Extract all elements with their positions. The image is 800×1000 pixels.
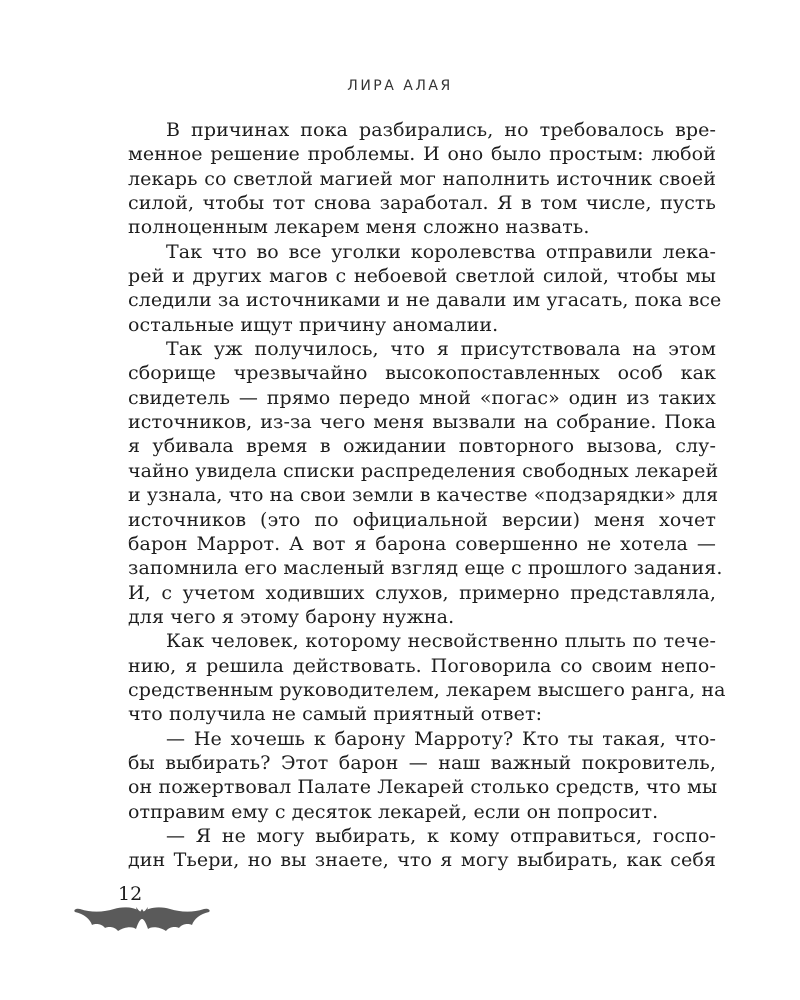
text-line: И, с учетом ходивших слухов, примерно представляла, [128, 581, 716, 604]
text-line: лекарь со светлой магией мог наполнить источник своей [128, 167, 716, 190]
text-line: источников (это по официальной версии) меня хочет [128, 508, 716, 531]
text-line: барон Маррот. А вот я барона совершенно не хотела — [128, 532, 716, 555]
body-text [128, 118, 726, 873]
text-line: запомнила его масленый взгляд еще с прошлого задания. [128, 557, 723, 580]
page-number: 12 [118, 883, 143, 905]
text-line: свидетель — прямо передо мной «погас» один из таких [128, 386, 716, 409]
text-line: менное решение проблемы. И оно было простым: любой [128, 143, 716, 166]
text-line: — Я не могу выбирать, к кому отправиться, госпо- [166, 824, 716, 847]
text-line: Так что во все уголки королевства отправили лека- [166, 240, 716, 263]
text-line: я убивала время в ожидании повторного вызова, слу- [128, 435, 716, 458]
text-line: В причинах пока разбирались, но требовалось вре- [166, 119, 716, 141]
text-line: для чего я этому барону нужна. [128, 605, 455, 628]
text-line: следили за источниками и не давали им угасать, пока все [128, 289, 722, 312]
text-line: сборище чрезвычайно высокопоставленных особ как [128, 362, 716, 385]
text-line: отправим ему с десяток лекарей, если он попросит. [128, 800, 659, 823]
text-line: нию, я решила действовать. Поговорила со своим непо- [128, 654, 716, 677]
running-header: ЛИРА АЛАЯ [347, 78, 453, 94]
text-line: бы выбирать? Этот барон — наш важный покровитель, [128, 751, 716, 774]
text-line: рей и других магов с небоевой светлой силой, чтобы мы [128, 265, 716, 288]
text-line: он пожертвовал Палате Лекарей столько средств, что мы [128, 776, 718, 799]
text-line: что получила не самый приятный ответ: [128, 703, 543, 726]
text-line: средственным руководителем, лекарем высшего ранга, на [128, 678, 726, 701]
text-line: Как человек, которому несвойственно плыть по тече- [166, 630, 716, 653]
text-line: силой, чтобы тот снова заработал. Я в том числе, пусть [128, 192, 716, 215]
text-line: источников, из-за чего меня вызвали на собрание. Пока [128, 411, 716, 434]
text-line: Так уж получилось, что я присутствовала на этом [166, 338, 716, 361]
text-line: дин Тьери, но вы знаете, что я могу выбирать, как себя [128, 849, 716, 872]
text-line: — Не хочешь к барону Марроту? Кто ты такая, что- [166, 727, 716, 750]
text-line: и узнала, что на свои земли в качестве «подзарядки» для [128, 484, 719, 507]
text-line: полноценным лекарем меня сложно назвать. [128, 216, 590, 239]
text-line: остальные ищут причину аномалии. [128, 313, 499, 336]
text-line: чайно увидела списки распределения свободных лекарей [128, 459, 719, 482]
